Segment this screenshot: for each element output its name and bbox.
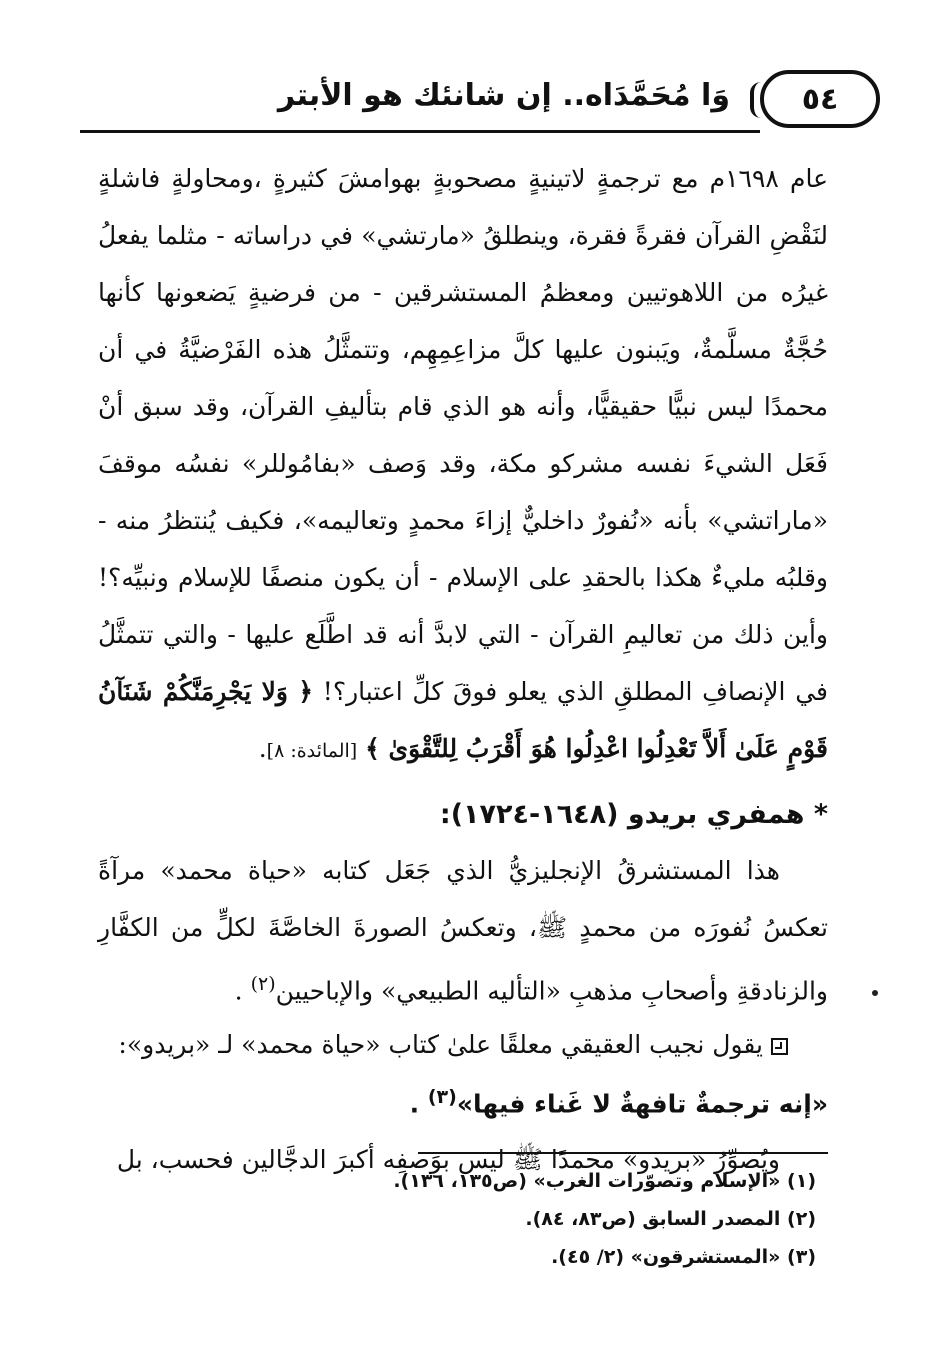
paragraph-1: عام ١٦٩٨م مع ترجمةٍ لاتينيةٍ مصحوبةٍ بهوامشَ كثيرةٍ ،ومحاولةٍ فاشلةٍ لنَقْضِ القرآن فقرةً فقرة، وينطلقُ «مارتشي» في دراساته - مثلما يفعلُ غيرُه من اللاهوتيين ومعظمُ المستشرقين - من فرضيةٍ يَضعونها كأنها حُجَّةٌ مسلَّمةٌ، ويَبنون عليها كلَّ مزاعِمِهِم، وتتمثَّلُ هذه الفَرْضيَّةُ في أن محمدًا ليس نبيًّا حقيقيًّا، وأنه هو الذي قام بتأليفِ القرآن، وقد سبق أنْ فَعَل الشيءَ نفسه مشركو مكة، وقد وَصف «بفامُوللر» نفسُه موقفَ «ماراتشي» بأنه «نُفورٌ داخليٌّ إزاءَ محمدٍ وتعاليمه»، فكيف يُنتظرُ منه - وقلبُه مليءٌ هكذا بالحقدِ على الإسلام - أن يكون منصفًا للإسلام ونبيِّه؟! وأين ذلك من تعاليمِ القرآن - التي لابدَّ أنه قد اطَّلَع عليها - والتي تتمثَّلُ في الإنصافِ المطلقِ الذي يعلو فوقَ كلِّ اعتبار؟! ﴿ وَلا يَجْرِمَنَّكُمْ شَنَآنُ قَوْمٍ عَلَىٰ أَلاَّ تَعْدِلُوا اعْدِلُوا هُوَ أَقْرَبُ لِلتَّقْوَىٰ ﴾ [المائدة: ٨].: [98, 164, 828, 763]
footnote-rule: [418, 1152, 828, 1154]
stray-mark: [872, 990, 878, 996]
footnote-1: (١) «الإسلام وتصوّرات الغرب» (ص١٣٥، ١٣٦).: [393, 1170, 816, 1192]
footnotes: [116, 1162, 816, 1276]
running-title: وَا مُحَمَّدَاه.. إن شانئك هو الأبتر: [277, 78, 730, 113]
header-rule: [80, 130, 760, 133]
page-number: ٥٤: [801, 81, 839, 117]
footnote-3: (٣) «المستشرقون» (٢/ ٤٥).: [551, 1246, 816, 1268]
footnote-2: (٢) المصدر السابق (ص٨٣، ٨٤).: [525, 1208, 816, 1230]
page-number-badge: [760, 70, 880, 128]
main-text: [98, 150, 828, 1188]
paragraph-3: ويُصوِّرُ «بريدو» محمدًا ﷺ ليس بوَصفِه أكبرَ الدجَّالين فحسب، بل: [116, 1144, 780, 1174]
quote-text: «إنه ترجمةٌ تافهةٌ لا غَناء فيها»: [456, 1089, 828, 1119]
quran-verse: ﴿ وَلا يَجْرِمَنَّكُمْ شَنَآنُ قَوْمٍ عَلَىٰ أَلاَّ تَعْدِلُوا اعْدِلُوا هُوَ أَقْرَبُ لِلتَّقْوَىٰ ﴾: [98, 677, 828, 763]
section-heading: * همفري بريدو (١٦٤٨-١٧٢٤):: [439, 799, 828, 830]
box-bullet-icon: [771, 1038, 788, 1055]
quote-intro: يقول نجيب العقيقي معلقًا علىٰ كتاب «حياة محمد» لـ «بريدو»:: [118, 1030, 763, 1060]
footnote-ref-3: (٣): [427, 1086, 457, 1109]
quote-intro-line: [98, 1019, 828, 1071]
paragraph-2: هذا المستشرقُ الإنجليزيُّ الذي جَعَل كتابه «حياة محمد» مرآةً تعكسُ نُفورَه من محمدٍ ﷺ، وتعكسُ الصورةَ الخاصَّةَ لكلٍّ من الكفَّارِ والزنادقةِ وأصحابِ مذهبِ «التأليه الطبيعي» والإباحيين$^{(٢)}$ .: [98, 856, 828, 1006]
paragraph-1-text: عام ١٦٩٨م مع ترجمةٍ لاتينيةٍ مصحوبةٍ بهوامشَ كثيرةٍ ،ومحاولةٍ فاشلةٍ لنَقْضِ القرآن فقرةً فقرة، وينطلقُ «مارتشي» في دراساته - مثلما يفعلُ غيرُه من اللاهوتيين ومعظمُ المستشرقين - من فرضيةٍ يَضعونها كأنها حُجَّةٌ مسلَّمةٌ، ويَبنون عليها كلَّ مزاعِمِهِم، وتتمثَّلُ هذه الفَرْضيَّةُ في أن محمدًا ليس نبيًّا حقيقيًّا، وأنه هو الذي قام بتأليفِ القرآن، وقد سبق أنْ فَعَل الشيءَ نفسه مشركو مكة، وقد وَصف «بفامُوللر» نفسُه موقفَ «ماراتشي» بأنه «نُفورٌ داخليٌّ إزاءَ محمدٍ وتعاليمه»، فكيف يُنتظرُ منه - وقلبُه مليءٌ هكذا بالحقدِ على الإسلام - أن يكون منصفًا للإسلام ونبيِّه؟! وأين ذلك من تعاليمِ القرآن - التي لابدَّ أنه قد اطَّلَع عليها - والتي تتمثَّلُ في الإنصافِ المطلقِ الذي يعلو فوقَ كلِّ اعتبار؟!: [98, 164, 828, 706]
footnote-ref-2: (٢): [250, 973, 276, 995]
page-header: [80, 70, 880, 140]
paragraph-2-text: هذا المستشرقُ الإنجليزيُّ الذي جَعَل كتابه «حياة محمد» مرآةً تعكسُ نُفورَه من محمدٍ ﷺ، وتعكسُ الصورةَ الخاصَّةَ لكلٍّ من الكفَّارِ والزنادقةِ وأصحابِ مذهبِ «التأليه الطبيعي» والإباحيين: [98, 856, 828, 1006]
quote-line: «إنه ترجمةٌ تافهةٌ لا غَناء فيها»$^{(٣)}$ .: [409, 1086, 828, 1119]
verse-reference: [المائدة: ٨]: [266, 740, 358, 762]
